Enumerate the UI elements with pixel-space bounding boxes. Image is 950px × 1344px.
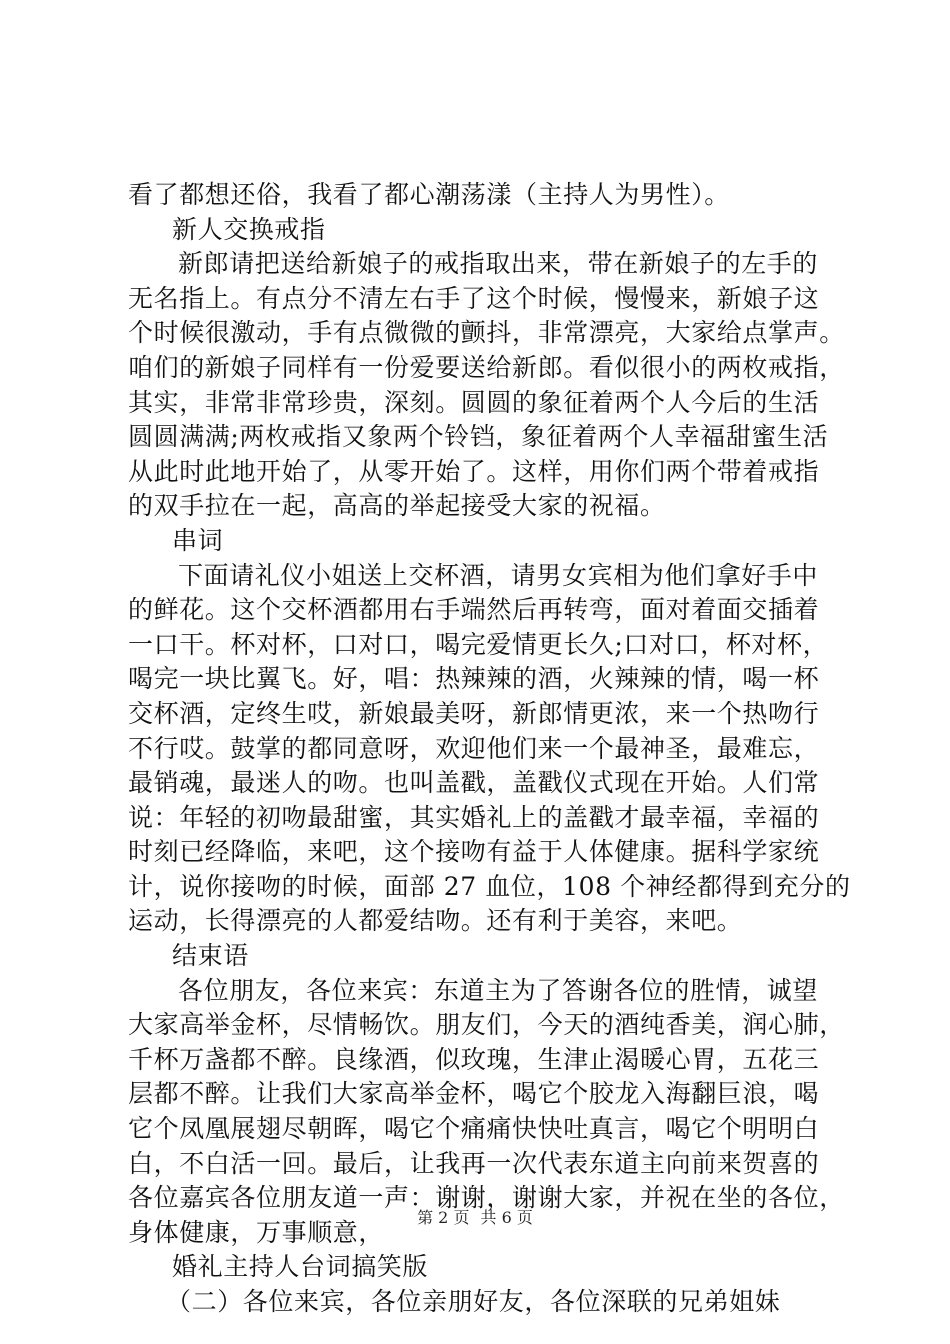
text-line: 其实，非常非常珍贵，深刻。圆圆的象征着两个人今后的生活 [128,387,820,417]
text-line: 各位朋友，各位来宾：东道主为了答谢各位的胜情，诚望 [178,975,819,1005]
text-line: 计，说你接吻的时候，面部 27 血位，108 个神经都得到充分的 [128,871,851,901]
body-text [128,178,850,1320]
text-line: 时刻已经降临，来吧，这个接吻有益于人体健康。据科学家统 [128,837,820,867]
text-line: 从此时此地开始了，从零开始了。这样，用你们两个带着戒指 [128,456,820,486]
text-line: 下面请礼仪小姐送上交杯酒，请男女宾相为他们拿好手中 [178,560,819,590]
text-line: 圆圆满满;两枚戒指又象两个铃铛，象征着两个人幸福甜蜜生活 [128,422,829,452]
text-line: 运动，长得漂亮的人都爱结吻。还有利于美容，来吧。 [128,906,743,936]
text-line: 的鲜花。这个交杯酒都用右手端然后再转弯，面对着面交插着 [128,595,820,625]
text-line: 身体健康，万事顺意， [128,1217,385,1247]
text-line: 无名指上。有点分不清左右手了这个时候，慢慢来，新娘子这 [128,283,820,313]
text-line: 看了都想还俗，我看了都心潮荡漾（主持人为男性）。 [128,180,730,209]
section-heading-funny-version: 婚礼主持人台词搞笑版 [172,1252,429,1282]
page-total: 共 6 页 [480,1208,533,1227]
text-line: 新郎请把送给新娘子的戒指取出来，带在新娘子的左手的 [178,249,819,279]
section-heading-exchange-rings: 新人交换戒指 [172,214,326,244]
section-heading-closing: 结束语 [172,941,249,971]
text-line: 它个凤凰展翅尽朝晖，喝它个痛痛快快吐真言，喝它个明明白 [128,1114,820,1144]
text-line: 各位嘉宾各位朋友道一声：谢谢，谢谢大家，并祝在坐的各位， [128,1183,845,1213]
text-line: 的双手拉在一起，高高的举起接受大家的祝福。 [128,491,666,521]
text-line: 最销魂，最迷人的吻。也叫盖戳，盖戳仪式现在开始。人们常 [128,768,820,798]
page-number: 第 2 页 [417,1208,470,1227]
section-heading-chuanci: 串词 [172,525,224,555]
text-line: 咱们的新娘子同样有一份爱要送给新郎。看似很小的两枚戒指， [128,352,845,382]
text-line: 喝完一块比翼飞。好，唱：热辣辣的酒，火辣辣的情，喝一杯 [128,664,820,694]
text-line: 个时候很激动，手有点微微的颤抖，非常漂亮，大家给点掌声。 [128,318,845,348]
page-footer [0,1207,950,1229]
text-line: 大家高举金杯，尽情畅饮。朋友们，今天的酒纯香美，润心肺， [128,1010,845,1040]
text-line: 千杯万盏都不醉。良缘酒，似玫瑰，生津止渴暖心胃，五花三 [128,1044,820,1074]
text-line: 不行哎。鼓掌的都同意呀，欢迎他们来一个最神圣，最难忘， [128,733,820,763]
text-line: 白，不白活一回。最后，让我再一次代表东道主向前来贺喜的 [128,1148,820,1178]
text-line: （二）各位来宾，各位亲朋好友，各位深联的兄弟姐妹 [166,1287,781,1316]
text-line: 说：年轻的初吻最甜蜜，其实婚礼上的盖戳才最幸福，幸福的 [128,802,820,832]
text-line: 一口干。杯对杯，口对口，喝完爱情更长久;口对口，杯对杯， [128,629,829,659]
text-line: 层都不醉。让我们大家高举金杯，喝它个胶龙入海翻巨浪，喝 [128,1079,820,1109]
text-line: 交杯酒，定终生哎，新娘最美呀，新郎情更浓，来一个热吻行 [128,698,820,728]
